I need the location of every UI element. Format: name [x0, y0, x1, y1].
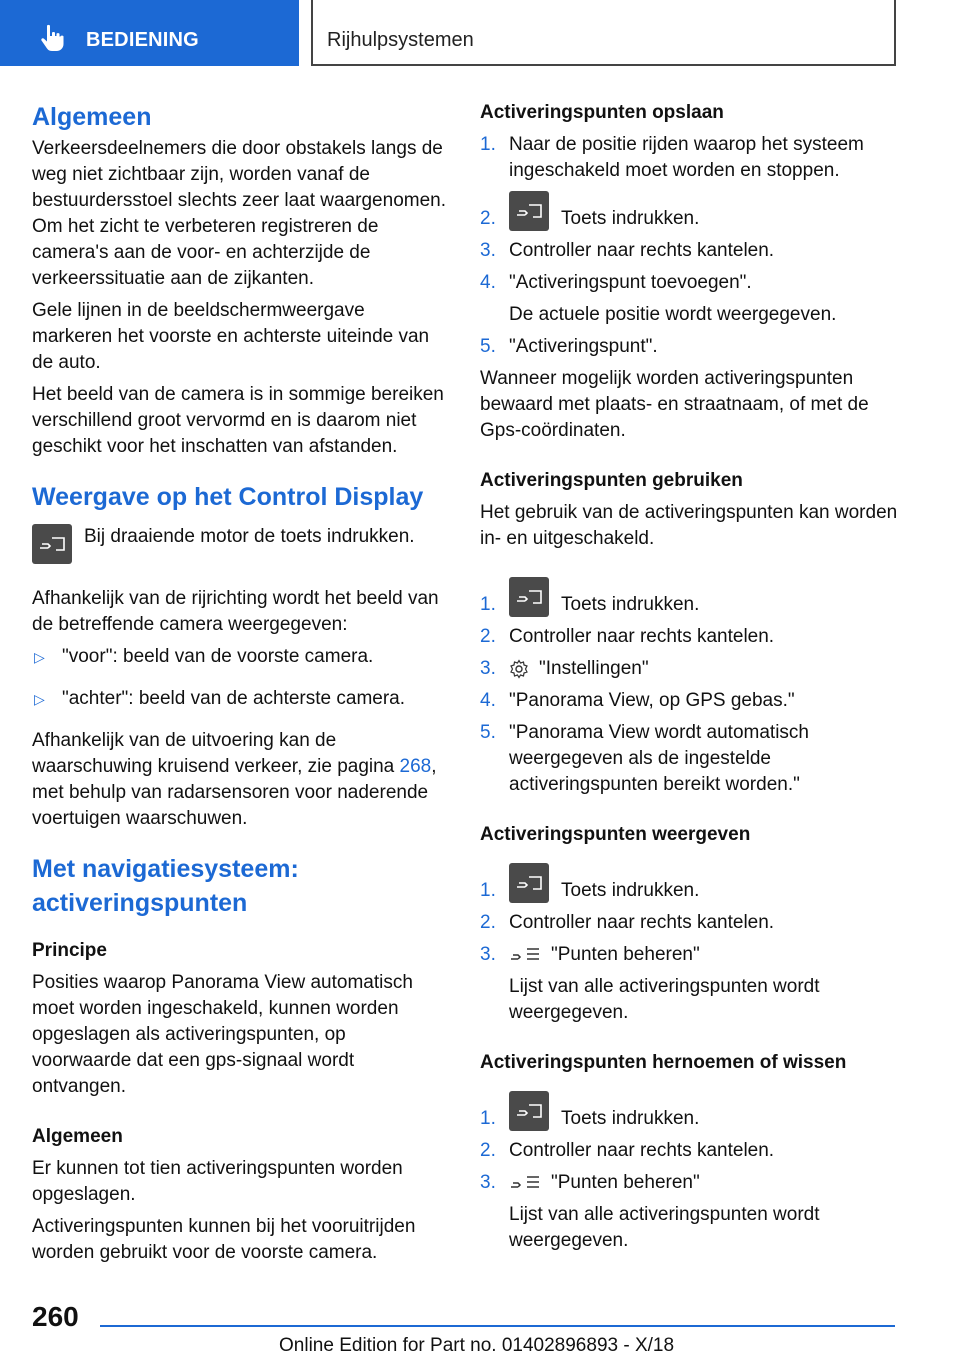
paragraph: Verkeersdeelnemers die door obstakels langs de weg niet zichtbaar zijn, worden vanaf de bestuurdersstoel slechts zeer laat waargenomen. Om het zicht te verbeteren registreren de camera's aan de voor- en achterzijde de verkeerssituatie aan de zijkanten. — [32, 138, 447, 289]
bullet-item: ▷ "achter": beeld van de achterste camera. — [32, 686, 448, 718]
list-item: 3. Controller naar rechts kantelen. — [480, 240, 775, 261]
right-column — [480, 100, 900, 1260]
section-tab — [0, 0, 299, 66]
list-item: 1. Toets indrukken. — [480, 576, 900, 618]
page-footer — [0, 1295, 960, 1362]
edition-text: Online Edition for Part no. 01402896893 - X/18 — [279, 1335, 675, 1356]
paragraph: Posities waarop Panorama View automatisch moet worden ingeschakeld, kunnen worden opgeslagen als activeringspunten, op voorwaarde dat een gps-signaal wordt ontvangen. — [32, 972, 413, 1097]
paragraph: Het beeld van de camera is in sommige bereiken verschillend groot vervormd en is daarom niet geschikt voor het inschatten van afstanden. — [32, 384, 444, 457]
list-item: 5. "Panorama View wordt automatisch weergegeven als de ingestelde activeringspunten bereikt worden." — [480, 722, 809, 795]
chapter-box — [311, 0, 896, 66]
left-column — [32, 100, 448, 1272]
heading-navigation: Met navigatiesysteem: activeringspunten — [32, 855, 299, 917]
list-item: 2. Controller naar rechts kantelen. — [480, 912, 775, 933]
hand-pointer-icon — [36, 22, 68, 54]
camera-view-key-icon — [509, 191, 549, 231]
paragraph: Het gebruik van de activeringspunten kan worden in- en uitgeschakeld. — [480, 502, 898, 549]
manage-points-icon — [509, 1173, 541, 1193]
manage-points-icon — [509, 945, 541, 965]
steps-gebruiken — [480, 576, 900, 798]
list-item: 1. Naar de positie rijden waarop het systeem ingeschakeld moet worden en stoppen. — [480, 134, 864, 181]
chapter-title: Rijhulpsystemen — [327, 29, 474, 51]
list-item: 4. "Panorama View, op GPS gebas." — [480, 690, 795, 711]
list-item: 2. Controller naar rechts kantelen. — [480, 1140, 775, 1161]
heading-weergeven: Activeringspunten weergeven — [480, 824, 751, 845]
heading-algemeen: Algemeen — [32, 103, 152, 131]
steps-opslaan — [480, 132, 900, 360]
paragraph: Afhankelijk van de uitvoering kan de waarschuwing kruisend verkeer, zie pagina 268, met behulp van radarsensoren voor naderende voertuigen waarschuwen. — [32, 730, 437, 829]
heading-algemeen-2: Algemeen — [32, 1126, 123, 1147]
list-item: 2. Toets indrukken. — [480, 190, 900, 232]
page-number: 260 — [32, 1301, 79, 1332]
camera-view-key-icon — [32, 524, 72, 564]
footer-divider — [100, 1325, 895, 1327]
paragraph: Er kunnen tot tien activeringspunten worden opgeslagen. — [32, 1158, 403, 1205]
camera-view-key-icon — [509, 1091, 549, 1131]
triangle-bullet-icon: ▷ — [34, 691, 45, 707]
list-item: 1. Toets indrukken. — [480, 862, 900, 904]
section-title: BEDIENING — [86, 29, 199, 51]
list-item: 3. "Punten beheren" Lijst van alle activeringspunten wordt weergegeven. — [480, 944, 820, 1023]
paragraph: Gele lijnen in de beeldschermweergave markeren het voorste en achterste uiteinde van de auto. — [32, 300, 430, 373]
heading-weergave: Weergave op het Control Display — [32, 483, 424, 511]
list-item: 3. "Punten beheren" Lijst van alle activeringspunten wordt weergegeven. — [480, 1172, 820, 1251]
heading-gebruiken: Activeringspunten gebruiken — [480, 470, 743, 491]
list-item: 2. Controller naar rechts kantelen. — [480, 626, 775, 647]
gear-icon — [509, 659, 529, 679]
key-text: Bij draaiende motor de toets indrukken. — [84, 526, 415, 547]
steps-hernoemen — [480, 1090, 900, 1254]
list-item: 3. "Instellingen" — [480, 658, 649, 679]
key-instruction — [32, 524, 448, 564]
list-item: 1. Toets indrukken. — [480, 1090, 900, 1132]
page-header — [0, 0, 960, 66]
list-item: 5. "Activeringspunt". — [480, 336, 658, 357]
paragraph: Afhankelijk van de rijrichting wordt het beeld van de betreffende camera weergegeven: — [32, 588, 439, 635]
steps-weergeven — [480, 862, 900, 1026]
list-item: 4. "Activeringspunt toevoegen". De actuele positie wordt weergegeven. — [480, 272, 837, 325]
heading-hernoemen: Activeringspunten hernoemen of wissen — [480, 1052, 847, 1073]
heading-opslaan: Activeringspunten opslaan — [480, 102, 724, 123]
page-link[interactable]: 268 — [399, 756, 432, 777]
paragraph: Wanneer mogelijk worden activeringspunten bewaard met plaats- en straatnaam, of met de Gps-coördinaten. — [480, 368, 869, 441]
camera-view-key-icon — [509, 577, 549, 617]
bullet-item: ▷ "voor": beeld van de voorste camera. — [32, 644, 448, 676]
camera-view-key-icon — [509, 863, 549, 903]
heading-principe: Principe — [32, 940, 107, 961]
triangle-bullet-icon: ▷ — [34, 649, 45, 665]
paragraph: Activeringspunten kunnen bij het vooruitrijden worden gebruikt voor de voorste camera. — [32, 1216, 416, 1263]
